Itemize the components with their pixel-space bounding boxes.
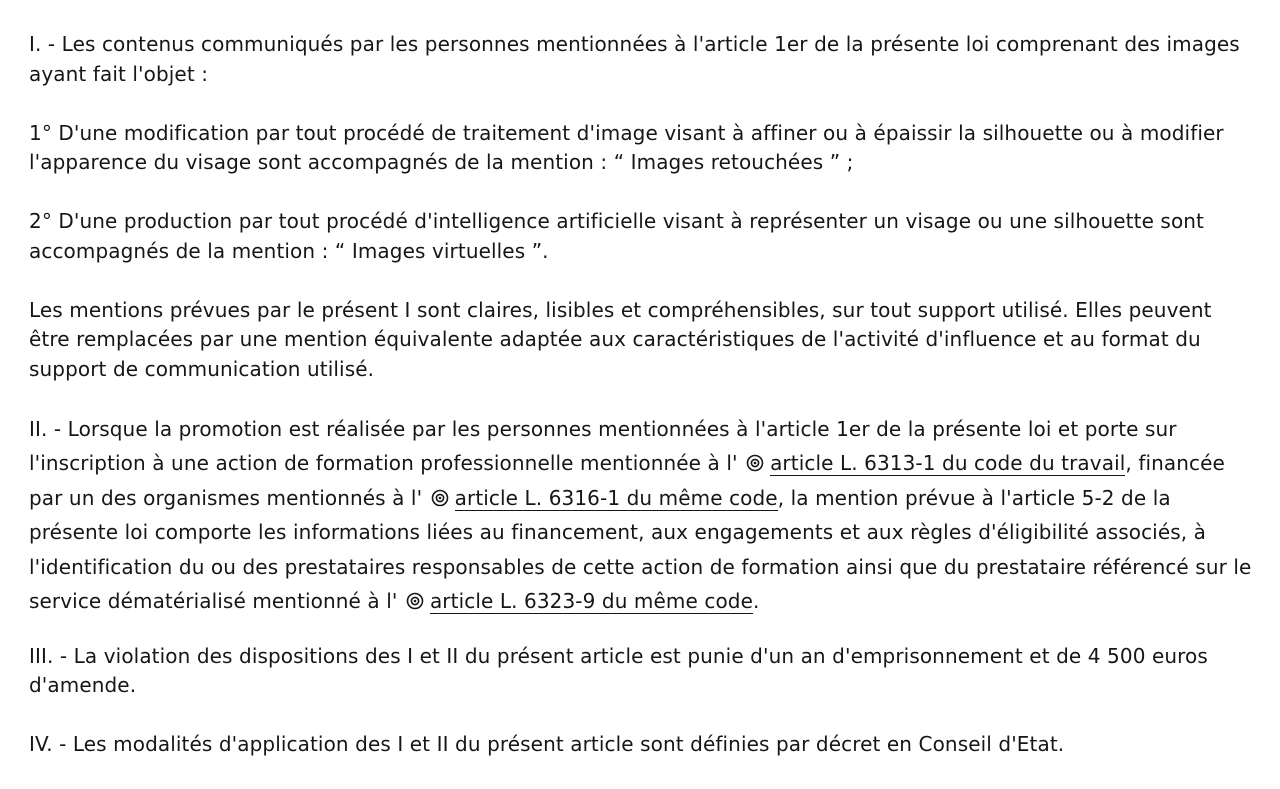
paragraph-iv: IV. - Les modalités d'application des I et II du présent article sont définies par décret en Conseil d'Etat. (29, 732, 1065, 756)
paragraph-ii (29, 412, 1257, 619)
paragraph-iii: III. - La violation des dispositions des I et II du présent article est punie d'un an d'emprisonnement et de 4 500 euros d'amende. (29, 643, 1208, 697)
paragraph-ii-text-4: . (753, 589, 760, 613)
eye-icon (406, 586, 424, 604)
paragraph-ii-text-3: , la mention prévue à l'article 5-2 de la présente loi comporte les informations liées au financement, aux engagements et aux règles d'éligibilité associés, à l'identification du ou des prestataires responsables de cette action de formation ainsi que du prestataire référencé sur le service dématérialisé mentionné à l' (29, 485, 1252, 613)
paragraph-mentions: Les mentions prévues par le présent I sont claires, lisibles et compréhensibles, sur tout support utilisé. Elles peuvent être remplacées par une mention équivalente adaptée aux caractéristiques de l'activité d'influence et au format du support de communication utilisé. (29, 297, 1212, 381)
paragraph-1-retouched: 1° D'une modification par tout procédé de traitement d'image visant à affiner ou à épaissir la silhouette ou à modifier l'apparence du visage sont accompagnés de la mention : “ Images retouchées ” ; (29, 120, 1224, 174)
paragraph-ii-text-1: II. - Lorsque la promotion est réalisée par les personnes mentionnées à l'article 1er de la présente loi et porte sur l'inscription à une action de formation professionnelle mentionnée à l' (29, 416, 1177, 475)
paragraph-i: I. - Les contenus communiqués par les personnes mentionnées à l'article 1er de la présente loi comprenant des images ayant fait l'objet : (29, 32, 1240, 86)
article-body (29, 30, 1257, 789)
paragraph-ii-text-2: , financée par un des organismes mentionnés à l' (29, 451, 1225, 510)
link-article-l6316-1[interactable]: article L. 6316-1 du même code (454, 485, 778, 510)
link-article-l6313-1[interactable]: article L. 6313-1 du code du travail (770, 451, 1126, 475)
eye-icon (746, 448, 764, 466)
eye-icon (431, 483, 449, 501)
paragraph-2-virtual: 2° D'une production par tout procédé d'intelligence artificielle visant à représenter un visage ou une silhouette sont accompagnés de la mention : “ Images virtuelles ”. (29, 209, 1205, 263)
link-article-l6323-9[interactable]: article L. 6323-9 du même code (429, 589, 753, 613)
